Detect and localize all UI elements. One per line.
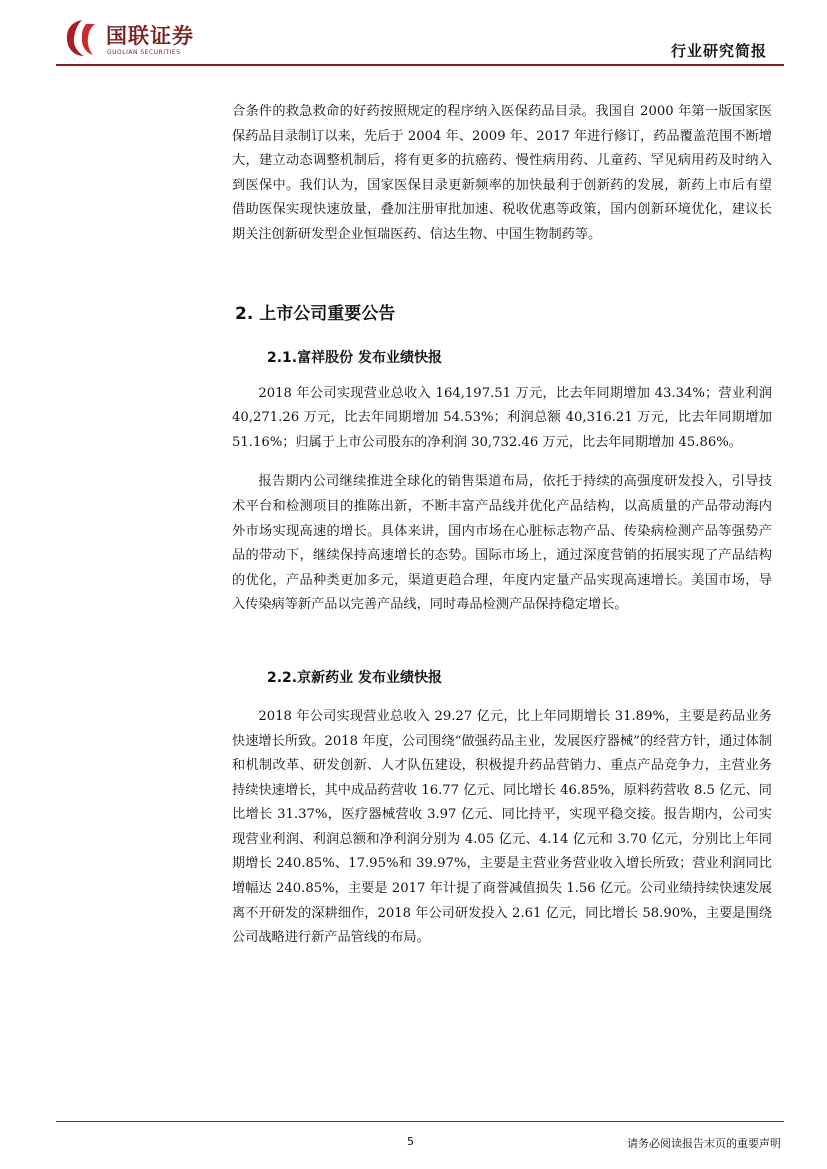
- subsection-title-jingxin: 2.2.京新药业 发布业绩快报: [267, 669, 442, 686]
- paragraph-fuxiang-business: 报告期内公司继续推进全球化的销售渠道布局，依托于持续的高强度研发投入，引导技术平台和检测项目的推陈出新，不断丰富产品线并优化产品结构，以高质量的产品带动海内外市场实现高速的增长。具体来讲，国内市场在心脏标志物产品、传染病检测产品等强势产品的带动下，继续保持高速增长的态势。国际市场上，通过深度营销的拓展实现了产品结构的优化，产品种类更加多元，渠道更趋合理，年度内定量产品实现高速增长。美国市场，导入传染病等新产品以完善产品线，同时毒品检测产品保持稳定增长。: [232, 474, 772, 613]
- subsection-title-fuxiang: 2.1.富祥股份 发布业绩快报: [267, 349, 442, 366]
- logo-text: 国联证券: [106, 24, 194, 48]
- logo-subtext: GUOLIAN SECURITIES: [107, 49, 181, 56]
- intro-paragraph: 合条件的救急救命的好药按照规定的程序纳入医保药品目录。我国自 2000 年第一版国家医保药品目录制订以来，先后于 2004 年、2009 年、2017 年进行修订，药品覆盖范围不断增大，建立动态调整机制后，将有更多的抗癌药、慢性病用药、儿童药、罕见病用药及时纳入到医保中。我们认为，国家医保目录更新频率的加快最利于创新药的发展，新药上市后有望借助医保实现快速放量，叠加注册审批加速、税收优惠等政策，国内创新环境优化，建议长期关注创新研发型企业恒瑞医药、信达生物、中国生物制药等。: [232, 104, 772, 242]
- paragraph-fuxiang-results: 2018 年公司实现营业总收入 164,197.51 万元，比去年同期增加 43.34%；营业利润 40,271.26 万元，比去年同期增加 54.53%；利润总额 40,316.21 万元，比去年同期增加 51.16%；归属于上市公司股东的净利润 30,732.46 万元，比去年同期增加 45.86%。: [232, 385, 772, 450]
- footer-disclaimer: 请务必阅读报告末页的重要声明: [627, 1137, 781, 1150]
- report-type-label: 行业研究简报: [670, 42, 767, 60]
- header-divider: [56, 64, 784, 66]
- page-number: 5: [407, 1135, 414, 1148]
- report-body: [232, 100, 772, 951]
- paragraph-jingxin-results: 2018 年公司实现营业总收入 29.27 亿元，比上年同期增长 31.89%，主要是药品业务快速增长所致。2018 年度，公司围绕“做强药品主业，发展医疗器械”的经营方针，通过体制和机制改革、研发创新、人才队伍建设，积极提升药品营销力、重点产品竞争力，主营业务持续快速增长，其中成品药营收 16.77 亿元、同比增长 46.85%，原料药营收 8.5 亿元、同比增长 31.37%，医疗器械营收 3.97 亿元、同比持平，实现平稳交接。报告期内，公司实现营业利润、利润总额和净利润分别为 4.05 亿元、4.14 亿元和 3.70 亿元，分别比上年同期增长 240.85%、17.95%和 39.97%，主要是主营业务营业收入增长所致；营业利润同比增幅达 240.85%，主要是 2017 年计提了商誉减值损失 1.56 亿元。公司业绩持续快速发展离不开研发的深耕细作，2018 年公司研发投入 2.61 亿元，同比增长 58.90%，主要是围绕公司战略进行新产品管线的布局。: [232, 708, 772, 946]
- section-title: 2. 上市公司重要公告: [235, 303, 396, 324]
- guolian-logo-icon: [64, 18, 100, 58]
- page-header: [0, 0, 827, 70]
- footer-divider: [56, 1121, 784, 1122]
- company-logo: [64, 18, 214, 60]
